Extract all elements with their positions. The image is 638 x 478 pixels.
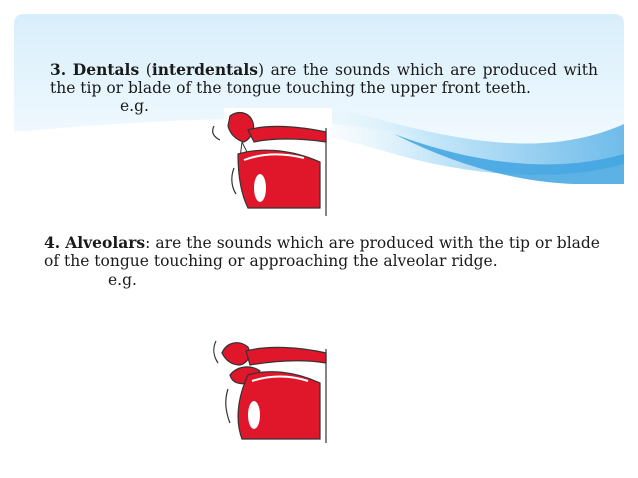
item-number: 4. bbox=[44, 233, 61, 252]
description-alveolars: : are the sounds which are produced with the tip or blade of the tongue touching or approaching the alveolar ridge. bbox=[44, 234, 600, 270]
description-dentals: ) are the sounds which are produced with the tip or blade of the tongue touching the upper front teeth. bbox=[50, 61, 598, 97]
definition-alveolars bbox=[44, 234, 600, 270]
alveolar-articulation-diagram-icon bbox=[208, 335, 332, 443]
term-alveolars: Alveolars bbox=[65, 233, 146, 252]
term-dentals: Dentals bbox=[72, 60, 140, 79]
example-label: e.g. bbox=[120, 97, 149, 115]
term-interdentals: interdentals bbox=[151, 60, 258, 79]
open-paren: ( bbox=[139, 61, 152, 79]
item-number: 3. bbox=[50, 60, 67, 79]
dental-articulation-diagram-icon bbox=[208, 108, 332, 216]
example-label: e.g. bbox=[108, 271, 137, 289]
definition-dentals bbox=[50, 61, 598, 97]
